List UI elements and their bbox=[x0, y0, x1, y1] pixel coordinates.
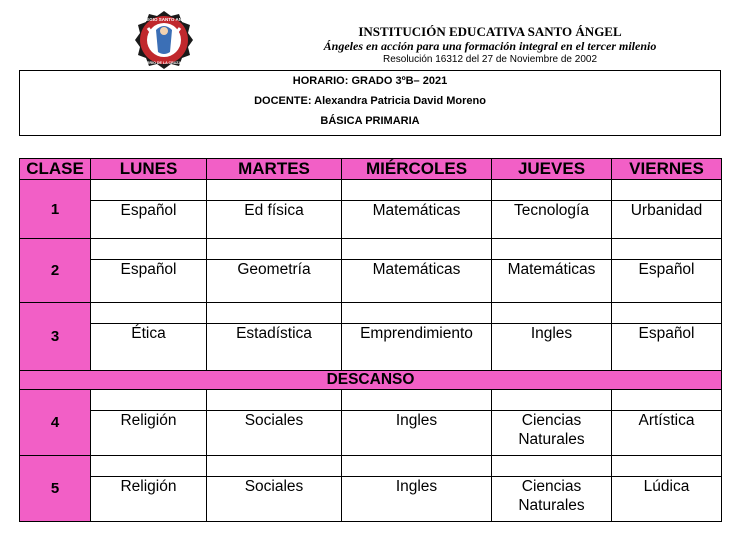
subject-cell: Urbanidad bbox=[612, 201, 722, 239]
subject-cell: Matemáticas bbox=[342, 201, 492, 239]
table-row bbox=[20, 477, 722, 522]
table-row bbox=[20, 390, 722, 411]
subject-cell: Ciencias Naturales bbox=[492, 411, 612, 456]
subject-cell: Religión bbox=[91, 411, 207, 456]
clase-number: 4 bbox=[20, 390, 91, 456]
header-jueves: JUEVES bbox=[492, 159, 612, 180]
subject-cell: Estadística bbox=[207, 324, 342, 371]
subject-cell: Ingles bbox=[492, 324, 612, 371]
docente-name: DOCENTE: Alexandra Patricia David Moreno bbox=[254, 95, 486, 107]
schedule-table bbox=[19, 158, 722, 522]
header-row bbox=[20, 159, 722, 180]
subject-cell: Lúdica bbox=[612, 477, 722, 522]
subject-cell: Religión bbox=[91, 477, 207, 522]
institution-header bbox=[300, 24, 680, 66]
clase-number: 3 bbox=[20, 303, 91, 371]
clase-number: 5 bbox=[20, 456, 91, 522]
table-row bbox=[20, 411, 722, 456]
subject-cell: Ética bbox=[91, 324, 207, 371]
table-row bbox=[20, 239, 722, 260]
header-martes: MARTES bbox=[207, 159, 342, 180]
break-row bbox=[20, 371, 722, 390]
subject-cell: Español bbox=[91, 260, 207, 303]
subject-cell: Ed física bbox=[207, 201, 342, 239]
subject-cell: Ingles bbox=[342, 477, 492, 522]
header-viernes: VIERNES bbox=[612, 159, 722, 180]
schedule-info-box bbox=[19, 70, 721, 136]
descanso-label: DESCANSO bbox=[20, 371, 722, 390]
subject-cell: Sociales bbox=[207, 477, 342, 522]
institution-name: INSTITUCIÓN EDUCATIVA SANTO ÁNGEL bbox=[358, 24, 622, 39]
clase-number: 2 bbox=[20, 239, 91, 303]
subject-cell: Tecnología bbox=[492, 201, 612, 239]
header-miercoles: MIÉRCOLES bbox=[342, 159, 492, 180]
header-lunes: LUNES bbox=[91, 159, 207, 180]
clase-number: 1 bbox=[20, 180, 91, 239]
header-clase: CLASE bbox=[20, 159, 91, 180]
subject-cell: Español bbox=[91, 201, 207, 239]
subject-cell: Matemáticas bbox=[342, 260, 492, 303]
subject-cell: Ingles bbox=[342, 411, 492, 456]
table-row bbox=[20, 303, 722, 324]
subject-cell: Sociales bbox=[207, 411, 342, 456]
institution-motto: Ángeles en acción para una formación integral en el tercer milenio bbox=[323, 39, 657, 53]
subject-cell: Ciencias Naturales bbox=[492, 477, 612, 522]
subject-cell: Español bbox=[612, 260, 722, 303]
nivel-label: BÁSICA PRIMARIA bbox=[320, 115, 420, 127]
subject-cell: Emprendimiento bbox=[342, 324, 492, 371]
table-row bbox=[20, 201, 722, 239]
horario-title: HORARIO: GRADO 3ºB– 2021 bbox=[292, 75, 448, 87]
logo-text-top: COLEGIO SANTO ANGEL bbox=[136, 17, 192, 22]
subject-cell: Español bbox=[612, 324, 722, 371]
logo-text-bottom: BARRIO DE LA CRUZADA bbox=[141, 61, 187, 65]
table-row bbox=[20, 260, 722, 303]
subject-cell: Geometría bbox=[207, 260, 342, 303]
table-row bbox=[20, 456, 722, 477]
school-crest-icon bbox=[134, 10, 194, 70]
subject-cell: Matemáticas bbox=[492, 260, 612, 303]
institution-resolution: Resolución 16312 del 27 de Noviembre de 2002 bbox=[382, 54, 598, 65]
table-row bbox=[20, 180, 722, 201]
subject-cell: Artística bbox=[612, 411, 722, 456]
table-row bbox=[20, 324, 722, 371]
